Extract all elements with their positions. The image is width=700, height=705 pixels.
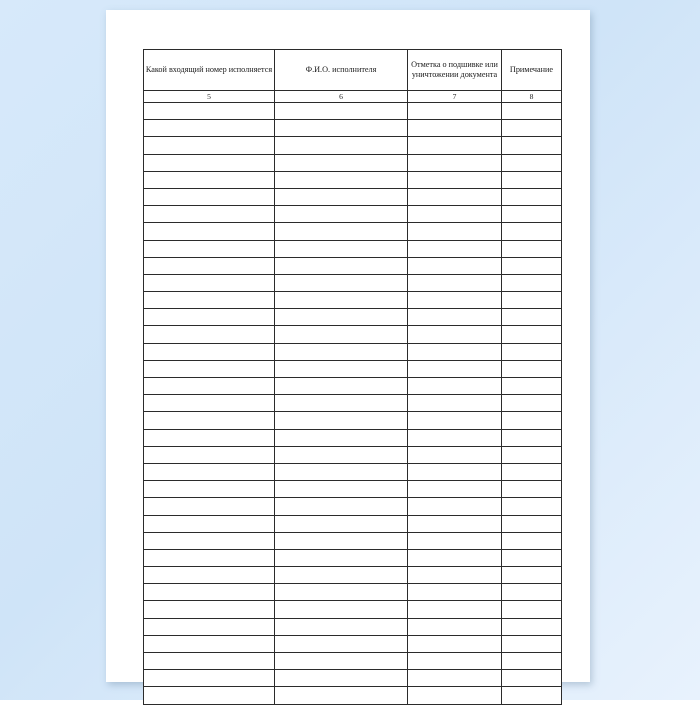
cell-filing-note[interactable] — [408, 463, 502, 480]
cell-filing-note[interactable] — [408, 223, 502, 240]
cell-remark[interactable] — [502, 188, 562, 205]
cell-filing-note[interactable] — [408, 653, 502, 670]
cell-incoming-number[interactable] — [144, 326, 275, 343]
cell-executor-name[interactable] — [275, 343, 408, 360]
cell-executor-name[interactable] — [275, 412, 408, 429]
cell-executor-name[interactable] — [275, 584, 408, 601]
cell-incoming-number[interactable] — [144, 120, 275, 137]
cell-incoming-number[interactable] — [144, 481, 275, 498]
cell-incoming-number[interactable] — [144, 670, 275, 687]
table-row[interactable] — [144, 360, 562, 377]
cell-incoming-number[interactable] — [144, 395, 275, 412]
cell-filing-note[interactable] — [408, 601, 502, 618]
cell-remark[interactable] — [502, 378, 562, 395]
cell-incoming-number[interactable] — [144, 635, 275, 652]
cell-filing-note[interactable] — [408, 326, 502, 343]
cell-executor-name[interactable] — [275, 326, 408, 343]
cell-remark[interactable] — [502, 515, 562, 532]
cell-remark[interactable] — [502, 584, 562, 601]
table-row[interactable] — [144, 326, 562, 343]
cell-executor-name[interactable] — [275, 292, 408, 309]
cell-executor-name[interactable] — [275, 360, 408, 377]
table-row[interactable] — [144, 223, 562, 240]
cell-filing-note[interactable] — [408, 687, 502, 704]
table-row[interactable] — [144, 670, 562, 687]
cell-executor-name[interactable] — [275, 378, 408, 395]
cell-executor-name[interactable] — [275, 274, 408, 291]
cell-incoming-number[interactable] — [144, 515, 275, 532]
cell-executor-name[interactable] — [275, 670, 408, 687]
table-row[interactable] — [144, 515, 562, 532]
cell-remark[interactable] — [502, 292, 562, 309]
cell-incoming-number[interactable] — [144, 103, 275, 120]
cell-executor-name[interactable] — [275, 601, 408, 618]
cell-executor-name[interactable] — [275, 653, 408, 670]
column-header-incoming-number: Какой входящий номер исполняется — [144, 50, 275, 91]
cell-remark[interactable] — [502, 120, 562, 137]
cell-remark[interactable] — [502, 257, 562, 274]
cell-incoming-number[interactable] — [144, 274, 275, 291]
cell-remark[interactable] — [502, 532, 562, 549]
cell-remark[interactable] — [502, 446, 562, 463]
cell-incoming-number[interactable] — [144, 429, 275, 446]
table-row[interactable] — [144, 412, 562, 429]
cell-filing-note[interactable] — [408, 618, 502, 635]
cell-incoming-number[interactable] — [144, 240, 275, 257]
cell-filing-note[interactable] — [408, 567, 502, 584]
document-page — [106, 10, 590, 682]
cell-filing-note[interactable] — [408, 343, 502, 360]
table-row[interactable] — [144, 343, 562, 360]
column-number-8: 8 — [502, 91, 562, 103]
column-number-5: 5 — [144, 91, 275, 103]
cell-executor-name[interactable] — [275, 257, 408, 274]
cell-filing-note[interactable] — [408, 446, 502, 463]
table-row[interactable] — [144, 618, 562, 635]
cell-remark[interactable] — [502, 103, 562, 120]
table-row[interactable] — [144, 446, 562, 463]
header-row — [144, 50, 562, 91]
cell-incoming-number[interactable] — [144, 618, 275, 635]
cell-incoming-number[interactable] — [144, 171, 275, 188]
cell-remark[interactable] — [502, 171, 562, 188]
table-row[interactable] — [144, 567, 562, 584]
table-row[interactable] — [144, 635, 562, 652]
cell-incoming-number[interactable] — [144, 532, 275, 549]
table-row[interactable] — [144, 120, 562, 137]
cell-incoming-number[interactable] — [144, 188, 275, 205]
cell-remark[interactable] — [502, 412, 562, 429]
cell-executor-name[interactable] — [275, 567, 408, 584]
register-table-wrapper — [143, 49, 561, 705]
cell-remark[interactable] — [502, 618, 562, 635]
cell-filing-note[interactable] — [408, 515, 502, 532]
table-row[interactable] — [144, 532, 562, 549]
table-row[interactable] — [144, 601, 562, 618]
table-row[interactable] — [144, 154, 562, 171]
table-row[interactable] — [144, 292, 562, 309]
table-body — [144, 103, 562, 705]
cell-filing-note[interactable] — [408, 549, 502, 566]
table-row[interactable] — [144, 188, 562, 205]
cell-remark[interactable] — [502, 206, 562, 223]
column-number-6: 6 — [275, 91, 408, 103]
table-row[interactable] — [144, 240, 562, 257]
cell-incoming-number[interactable] — [144, 257, 275, 274]
cell-executor-name[interactable] — [275, 446, 408, 463]
cell-remark[interactable] — [502, 549, 562, 566]
cell-remark[interactable] — [502, 395, 562, 412]
cell-filing-note[interactable] — [408, 240, 502, 257]
cell-remark[interactable] — [502, 223, 562, 240]
cell-executor-name[interactable] — [275, 532, 408, 549]
cell-executor-name[interactable] — [275, 498, 408, 515]
cell-incoming-number[interactable] — [144, 653, 275, 670]
cell-remark[interactable] — [502, 274, 562, 291]
cell-remark[interactable] — [502, 670, 562, 687]
cell-incoming-number[interactable] — [144, 378, 275, 395]
cell-incoming-number[interactable] — [144, 549, 275, 566]
cell-executor-name[interactable] — [275, 481, 408, 498]
cell-filing-note[interactable] — [408, 412, 502, 429]
cell-executor-name[interactable] — [275, 206, 408, 223]
cell-executor-name[interactable] — [275, 120, 408, 137]
cell-filing-note[interactable] — [408, 206, 502, 223]
cell-executor-name[interactable] — [275, 395, 408, 412]
cell-remark[interactable] — [502, 343, 562, 360]
table-row[interactable] — [144, 481, 562, 498]
table-row[interactable] — [144, 687, 562, 704]
cell-incoming-number[interactable] — [144, 206, 275, 223]
cell-executor-name[interactable] — [275, 429, 408, 446]
cell-remark[interactable] — [502, 326, 562, 343]
cell-executor-name[interactable] — [275, 223, 408, 240]
cell-incoming-number[interactable] — [144, 412, 275, 429]
cell-remark[interactable] — [502, 481, 562, 498]
cell-executor-name[interactable] — [275, 515, 408, 532]
cell-remark[interactable] — [502, 601, 562, 618]
cell-filing-note[interactable] — [408, 292, 502, 309]
cell-remark[interactable] — [502, 137, 562, 154]
cell-remark[interactable] — [502, 687, 562, 704]
cell-filing-note[interactable] — [408, 154, 502, 171]
cell-filing-note[interactable] — [408, 120, 502, 137]
cell-executor-name[interactable] — [275, 103, 408, 120]
cell-incoming-number[interactable] — [144, 687, 275, 704]
cell-incoming-number[interactable] — [144, 567, 275, 584]
cell-filing-note[interactable] — [408, 429, 502, 446]
cell-filing-note[interactable] — [408, 137, 502, 154]
column-header-executor-name: Ф.И.О. исполнителя — [275, 50, 408, 91]
cell-filing-note[interactable] — [408, 584, 502, 601]
cell-filing-note[interactable] — [408, 481, 502, 498]
table-row[interactable] — [144, 309, 562, 326]
cell-executor-name[interactable] — [275, 309, 408, 326]
table-row[interactable] — [144, 171, 562, 188]
cell-incoming-number[interactable] — [144, 584, 275, 601]
cell-executor-name[interactable] — [275, 188, 408, 205]
table-row[interactable] — [144, 584, 562, 601]
table-row[interactable] — [144, 274, 562, 291]
cell-filing-note[interactable] — [408, 378, 502, 395]
cell-remark[interactable] — [502, 429, 562, 446]
cell-filing-note[interactable] — [408, 395, 502, 412]
cell-remark[interactable] — [502, 498, 562, 515]
cell-incoming-number[interactable] — [144, 498, 275, 515]
cell-incoming-number[interactable] — [144, 154, 275, 171]
cell-executor-name[interactable] — [275, 618, 408, 635]
cell-filing-note[interactable] — [408, 635, 502, 652]
cell-executor-name[interactable] — [275, 549, 408, 566]
cell-executor-name[interactable] — [275, 171, 408, 188]
table-row[interactable] — [144, 463, 562, 480]
table-row[interactable] — [144, 549, 562, 566]
column-header-filing-destruction-note: Отметка о подшивке или уничтожении документа — [408, 50, 502, 91]
table-row[interactable] — [144, 395, 562, 412]
cell-incoming-number[interactable] — [144, 223, 275, 240]
cell-incoming-number[interactable] — [144, 360, 275, 377]
cell-remark[interactable] — [502, 567, 562, 584]
table-row[interactable] — [144, 103, 562, 120]
cell-incoming-number[interactable] — [144, 309, 275, 326]
cell-incoming-number[interactable] — [144, 446, 275, 463]
cell-remark[interactable] — [502, 154, 562, 171]
table-row[interactable] — [144, 137, 562, 154]
column-number-7: 7 — [408, 91, 502, 103]
cell-filing-note[interactable] — [408, 670, 502, 687]
cell-incoming-number[interactable] — [144, 601, 275, 618]
table-row[interactable] — [144, 429, 562, 446]
cell-executor-name[interactable] — [275, 463, 408, 480]
cell-incoming-number[interactable] — [144, 463, 275, 480]
table-row[interactable] — [144, 498, 562, 515]
table-row[interactable] — [144, 653, 562, 670]
cell-filing-note[interactable] — [408, 360, 502, 377]
cell-incoming-number[interactable] — [144, 343, 275, 360]
cell-filing-note[interactable] — [408, 257, 502, 274]
cell-remark[interactable] — [502, 309, 562, 326]
cell-filing-note[interactable] — [408, 498, 502, 515]
table-row[interactable] — [144, 257, 562, 274]
cell-remark[interactable] — [502, 240, 562, 257]
cell-filing-note[interactable] — [408, 188, 502, 205]
cell-filing-note[interactable] — [408, 532, 502, 549]
cell-remark[interactable] — [502, 463, 562, 480]
cell-remark[interactable] — [502, 635, 562, 652]
cell-executor-name[interactable] — [275, 635, 408, 652]
cell-executor-name[interactable] — [275, 154, 408, 171]
cell-incoming-number[interactable] — [144, 292, 275, 309]
column-header-remark: Примечание — [502, 50, 562, 91]
cell-incoming-number[interactable] — [144, 137, 275, 154]
table-row[interactable] — [144, 378, 562, 395]
register-table — [143, 49, 562, 705]
cell-filing-note[interactable] — [408, 171, 502, 188]
cell-remark[interactable] — [502, 360, 562, 377]
cell-filing-note[interactable] — [408, 274, 502, 291]
cell-executor-name[interactable] — [275, 687, 408, 704]
cell-executor-name[interactable] — [275, 240, 408, 257]
column-number-row — [144, 91, 562, 103]
cell-executor-name[interactable] — [275, 137, 408, 154]
table-head — [144, 50, 562, 103]
cell-filing-note[interactable] — [408, 103, 502, 120]
cell-filing-note[interactable] — [408, 309, 502, 326]
table-row[interactable] — [144, 206, 562, 223]
cell-remark[interactable] — [502, 653, 562, 670]
